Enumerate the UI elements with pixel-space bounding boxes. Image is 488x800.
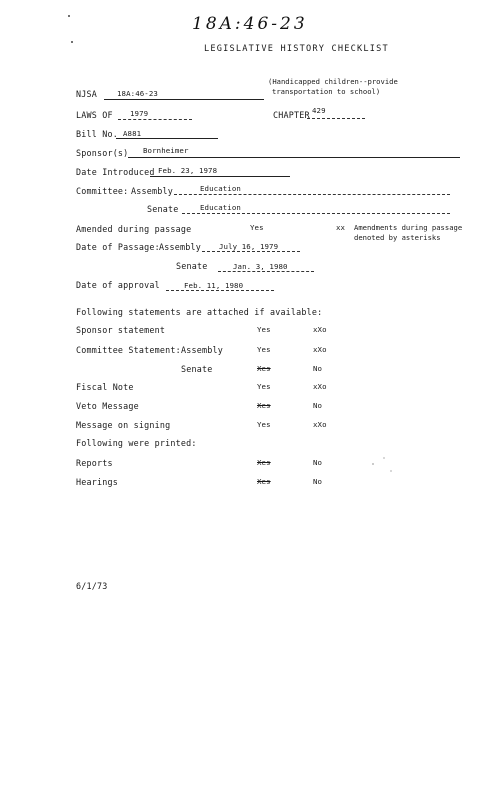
committee-senate-value: Education	[200, 203, 241, 212]
fiscal-note-label: Fiscal Note	[76, 382, 134, 392]
bill-no-label: Bill No.	[76, 129, 118, 139]
sponsor-label: Sponsor(s)	[76, 148, 129, 158]
date-introduced-label: Date Introduced	[76, 167, 155, 177]
handwritten-statute-number: 18A:46-23	[192, 14, 308, 34]
bill-no-underline	[116, 138, 218, 139]
sponsor-value: Bornheimer	[143, 146, 189, 155]
page-speck	[372, 463, 374, 465]
njsa-value: 18A:46-23	[117, 89, 158, 98]
passage-senate-value: Jan. 3, 1980	[233, 262, 288, 271]
attached-heading: Following statements are attached if available:	[76, 307, 323, 317]
passage-assembly-value: July 16, 1979	[219, 242, 279, 251]
approval-label: Date of approval	[76, 280, 160, 290]
message-on-signing-no: xXo	[313, 420, 327, 429]
njsa-label: NJSA	[76, 89, 97, 99]
fiscal-note-yes: Yes	[257, 382, 271, 391]
laws-of-underline	[118, 119, 192, 120]
approval-value: Feb. 11, 1980	[184, 281, 244, 290]
amended-label: Amended during passage	[76, 224, 192, 234]
chapter-underline	[307, 118, 365, 119]
hearings-yes: Xes	[257, 477, 271, 486]
hearings-no: No	[313, 477, 323, 486]
committee-statement-senate-no: No	[313, 364, 323, 373]
chapter-value: 429	[312, 106, 326, 115]
veto-message-label: Veto Message	[76, 401, 139, 411]
reports-yes: Xes	[257, 458, 271, 467]
passage-assembly-underline	[202, 251, 300, 252]
page-speck	[383, 457, 385, 459]
printed-heading: Following were printed:	[76, 438, 197, 448]
approval-underline	[166, 290, 274, 291]
footer-date: 6/1/73	[76, 581, 108, 591]
committee-statement-senate-yes: Xes	[257, 364, 271, 373]
passage-label: Date of Passage:	[76, 242, 160, 252]
njsa-note-line2: transportation to school)	[272, 87, 381, 96]
message-on-signing-yes: Yes	[257, 420, 271, 429]
hearings-label: Hearings	[76, 477, 118, 487]
sponsor-underline	[128, 157, 460, 158]
page-speck	[390, 470, 392, 472]
passage-assembly-label: Assembly	[159, 242, 201, 252]
sponsor-statement-yes: Yes	[257, 325, 271, 334]
reports-no: No	[313, 458, 323, 467]
message-on-signing-label: Message on signing	[76, 420, 171, 430]
committee-label: Committee:	[76, 186, 129, 196]
chapter-label: CHAPTER	[273, 110, 310, 120]
committee-senate-underline	[182, 213, 450, 214]
committee-assembly-value: Education	[200, 184, 241, 193]
sponsor-statement-label: Sponsor statement	[76, 325, 166, 335]
passage-senate-label: Senate	[176, 261, 208, 271]
page-title: LEGISLATIVE HISTORY CHECKLIST	[204, 44, 389, 54]
committee-assembly-underline	[174, 194, 450, 195]
amendments-note-line2: denoted by asterisks	[354, 233, 441, 242]
page-speck	[68, 15, 70, 17]
committee-statement-assembly-no: xXo	[313, 345, 327, 354]
bill-no-value: A881	[123, 129, 142, 138]
committee-senate-label: Senate	[147, 204, 179, 214]
laws-of-label: LAWS OF	[76, 110, 113, 120]
date-introduced-underline	[150, 176, 290, 177]
committee-statement-assembly-label: Assembly	[181, 345, 223, 355]
amendments-note-line1: Amendments during passage	[354, 223, 463, 232]
page-speck	[71, 41, 73, 43]
passage-senate-underline	[218, 271, 314, 272]
sponsor-statement-no: xXo	[313, 325, 327, 334]
veto-message-no: No	[313, 401, 323, 410]
fiscal-note-no: xXo	[313, 382, 327, 391]
amended-no-marked: xx	[336, 223, 346, 232]
reports-label: Reports	[76, 458, 113, 468]
njsa-note-line1: (Handicapped children--provide	[268, 77, 398, 86]
njsa-underline	[104, 99, 264, 100]
committee-assembly-label: Assembly	[131, 186, 173, 196]
laws-of-value: 1979	[130, 109, 149, 118]
committee-statement-senate-label: Senate	[181, 364, 213, 374]
committee-statement-assembly-yes: Yes	[257, 345, 271, 354]
committee-statement-label: Committee Statement:	[76, 345, 181, 355]
amended-yes: Yes	[250, 223, 264, 232]
date-introduced-value: Feb. 23, 1978	[158, 166, 218, 175]
veto-message-yes: Xes	[257, 401, 271, 410]
